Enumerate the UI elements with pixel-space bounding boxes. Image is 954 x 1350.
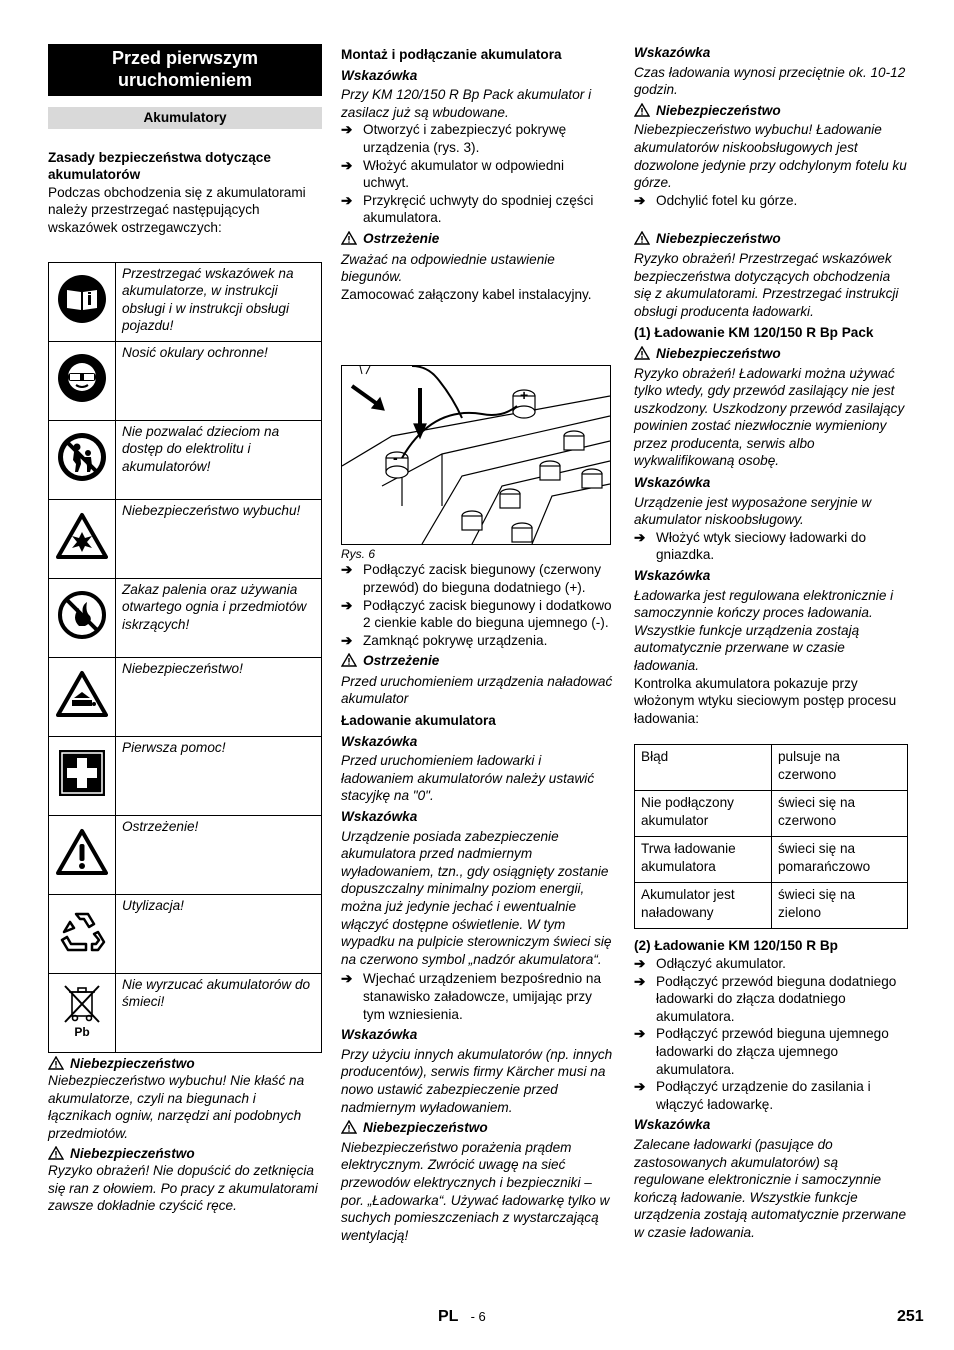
table-row [49, 894, 322, 973]
step-item: ➔ Zamknąć pokrywę urządzenia. [341, 632, 548, 648]
table-cell: pulsuje na czerwono [772, 745, 908, 791]
step-item: ➔ Otworzyć i zabezpieczyć pokrywę urządzenia (rys. 3). [341, 122, 567, 155]
table-row [635, 791, 908, 837]
page-footer-language: PL - 6 [438, 1308, 486, 1325]
note-text: Zalecane ładowarki (pasujące do zastosowanych akumulatorów) są regulowane elektronicznie i samoczynnie kończą ładowanie. Wszystkie funkcje urządzenia zostają automatycznie przerwane w czasie ładowania. [634, 1136, 907, 1240]
pb-label: Pb [74, 1025, 90, 1040]
danger-text: Niebezpieczeństwo porażenia prądem elektrycznym. Zwrócić uwagę na sieć przewodów elektrycznych i bezpieczniki – por. „Ładowarka“. Używać ładowarkę tylko w suchych pomieszczeniach z wystarczającą wentylacją! [341, 1139, 610, 1243]
svg-text:-: - [393, 450, 398, 467]
no-bin-icon [49, 973, 116, 1052]
note-heading: Wskazówka [341, 1027, 418, 1043]
symbol-text: Nie pozwalać dzieciom na dostęp do elektrolitu i akumulatorów! [116, 420, 322, 499]
step-item: ➔ Podłączyć zacisk biegunowy i dodatkowo 2 cienkie kable do bieguna ujemnego (-). [341, 597, 612, 631]
arrow-icon: ➔ [634, 1026, 646, 1042]
column-3 [634, 44, 908, 1241]
step-item: ➔ Przykręcić uchwyty do spodniej części akumulatora. [341, 192, 594, 226]
note-text: Przy KM 120/150 R Bp Pack akumulator i zasilacz już są wbudowane. [341, 87, 592, 120]
step-item: ➔ Wjechać urządzeniem bezpośrednio na stanawisko załadowcze, umijając przy tym wzniesienia. [341, 971, 602, 1022]
caution-heading: Ostrzeżenie [341, 230, 613, 248]
caution-heading: Ostrzeżenie [341, 652, 613, 670]
warning-icon [48, 1146, 64, 1160]
table-row [49, 499, 322, 578]
note-text: Urządzenie posiada zabezpieczenie akumulatora przed nadmiernym wyładowaniem, tzn., gdy osiągnięty zostanie dopuszczalny minimalny poziom energii, można już jedynie jechać i ewentualnie włączyć dostępne oświetlenie. W tym wypadku na pulpicie sterowniczym świeci się na czerwono symbol „nadzór akumulatora“. [341, 828, 612, 967]
warning-icon [49, 815, 116, 894]
charge2-heading: (2) Ładowanie KM 120/150 R Bp [634, 938, 838, 954]
note-text: Przy użyciu innych akumulatorów (np. innych producentów), serwis firmy Kärcher musi na nowo ustawić zabezpieczenie przed nadmiernym wyładowaniem. [341, 1046, 613, 1115]
subsection-title: Akumulatory [48, 107, 322, 129]
arrow-icon: ➔ [341, 562, 353, 578]
led-status-table [634, 744, 908, 929]
symbol-text: Przestrzegać wskazówek na akumulatorze, w instrukcji obsługi i w instrukcji obsługi pojazdu! [116, 262, 322, 341]
arrow-icon: ➔ [341, 122, 353, 138]
note-text: Ładowarka jest regulowana elektronicznie i samoczynnie kończy proces ładowania. Wszystkie funkcje urządzenia zostają automatycznie przerwane w czasie ładowania. [634, 587, 894, 673]
note-text: Czas ładowania wynosi przeciętnie ok. 10-12 godzin. [634, 64, 906, 98]
goggles-icon [49, 341, 116, 420]
step-item: ➔ Podłączyć zacisk biegunowy (czerwony przewód) do bieguna dodatniego (+). [341, 562, 601, 595]
keep-children-away-icon [49, 420, 116, 499]
note-text: Urządzenie jest wyposażone seryjnie w akumulator niskoobsługowy. [634, 494, 872, 528]
table-row [49, 657, 322, 736]
recycling-icon [49, 894, 116, 973]
caution-text: Przed uruchomieniem urządzenia naładować akumulator [341, 673, 613, 707]
danger-heading: Niebezpieczeństwo [634, 230, 908, 248]
step-item: ➔ Podłączyć przewód bieguna ujemnego ładowarki do złącza ujemnego akumulatora. [634, 1026, 889, 1077]
arrow-icon: ➔ [634, 192, 646, 208]
table-cell: Nie podłączony akumulator [635, 791, 772, 837]
table-row [635, 883, 908, 929]
warning-icon [634, 231, 650, 245]
arrow-icon: ➔ [634, 973, 646, 989]
step-item: ➔ Podłączyć przewód bieguna dodatniego ładowarki do złącza dodatniego akumulatora. [634, 973, 897, 1024]
no-fire-icon [49, 578, 116, 657]
symbol-text: Niebezpieczeństwo wybuchu! [116, 499, 322, 578]
symbol-text: Pierwsza pomoc! [116, 736, 322, 815]
warning-icon [48, 1056, 64, 1070]
mount-heading: Montaż i podłączanie akumulatora [341, 47, 562, 62]
warning-icon [341, 653, 357, 667]
danger-text: Niebezpieczeństwo wybuchu! Nie kłaść na akumulatorze, czyli na biegunach i łącznikach ogniw, narzędzi ani podobnych przedmiotów. [48, 1073, 305, 1141]
led-intro: Kontrolka akumulatora pokazuje przy włożonym wtyku sieciowym postęp procesu ładowania: [634, 675, 897, 726]
step-item: ➔ Włożyć akumulator w odpowiedni uchwyt. [341, 157, 564, 191]
symbol-text: Nie wyrzucać akumulatorów do śmieci! [116, 973, 322, 1052]
table-cell: Akumulator jest naładowany [635, 883, 772, 929]
danger-text: Niebezpieczeństwo wybuchu! Ładowanie akumulatorów niskoobsługowych jest dozwolone jedynie przy odchylonym fotelu ku górze. [634, 122, 907, 191]
arrow-icon: ➔ [341, 157, 353, 173]
table-row [49, 420, 322, 499]
arrow-icon: ➔ [634, 529, 646, 545]
table-row [49, 973, 322, 1052]
arrow-icon: ➔ [341, 632, 353, 648]
table-row [635, 837, 908, 883]
warning-icon [634, 346, 650, 360]
explosion-icon [49, 499, 116, 578]
corrosive-icon [49, 657, 116, 736]
table-cell: świeci się na czerwono [772, 791, 908, 837]
column-2 [341, 46, 613, 1244]
danger-heading: Niebezpieczeństwo [48, 1055, 322, 1073]
note-heading: Wskazówka [634, 475, 711, 491]
note-heading: Wskazówka [634, 568, 711, 584]
battery-figure [341, 365, 611, 545]
safety-intro: Podczas obchodzenia się z akumulatorami należy przestrzegać następujących wskazówek ostrzegawczych: [48, 184, 306, 235]
page-number: 251 [897, 1308, 924, 1325]
note-heading: Wskazówka [341, 67, 418, 83]
cable-text: Zamocować załączony kabel instalacyjny. [341, 286, 592, 302]
warning-icon [341, 1120, 357, 1134]
column-1 [48, 44, 322, 1215]
charge-heading: Ładowanie akumulatora [341, 713, 496, 729]
step-item: ➔ Włożyć wtyk sieciowy ładowarki do gniazdka. [634, 529, 867, 563]
manual-icon [49, 262, 116, 341]
arrow-icon: ➔ [341, 192, 353, 208]
safety-heading: Zasady bezpieczeństwa dotyczące akumulatorów [48, 149, 271, 183]
note-heading: Wskazówka [341, 733, 418, 749]
arrow-icon: ➔ [341, 971, 353, 987]
step-item: ➔ Odchylić fotel ku górze. [634, 192, 798, 208]
symbol-text: Utylizacja! [116, 894, 322, 973]
danger-heading: Niebezpieczeństwo [48, 1145, 322, 1163]
step-item: ➔ Podłączyć urządzenie do zasilania i włączyć ładowarkę. [634, 1079, 871, 1112]
symbol-text: Niebezpieczeństwo! [116, 657, 322, 736]
danger-heading: Niebezpieczeństwo [634, 345, 908, 363]
section-title: Przed pierwszym uruchomieniem [48, 44, 322, 96]
svg-text:+: + [520, 387, 529, 404]
table-cell: Błąd [635, 745, 772, 791]
warning-icon [341, 231, 357, 245]
symbol-text: Ostrzeżenie! [116, 815, 322, 894]
table-cell: świeci się na zielono [772, 883, 908, 929]
danger-heading: Niebezpieczeństwo [341, 1119, 613, 1137]
danger-text: Ryzyko obrażeń! Ładowarki można używać tylko wtedy, gdy przewód zasilający nie jest uszkodzony. Uszkodzony przewód zasilający powinien zostać niezwłocznie wymieniony przez producenta, serwis albo wykwalifikowaną osobę. [634, 365, 905, 469]
danger-text: Ryzyko obrażeń! Przestrzegać wskazówek bezpieczeństwa dotyczących obchodzenia się z akumulatorami. Przestrzegać instrukcji obsługi producenta ładowarki. [634, 250, 899, 319]
danger-heading: Niebezpieczeństwo [634, 102, 908, 120]
arrow-icon: ➔ [634, 955, 646, 971]
table-row [49, 262, 322, 341]
note-heading: Wskazówka [634, 45, 711, 60]
note-heading: Wskazówka [634, 1117, 711, 1133]
table-row [49, 815, 322, 894]
caution-text: Zważać na odpowiednie ustawienie biegunów. [341, 251, 555, 285]
symbol-text: Nosić okulary ochronne! [116, 341, 322, 420]
safety-symbols-table [48, 262, 322, 1053]
table-row [49, 736, 322, 815]
step-item: ➔ Odłączyć akumulator. [634, 955, 786, 971]
charge1-heading: (1) Ładowanie KM 120/150 R Bp Pack [634, 325, 874, 341]
table-row [49, 341, 322, 420]
table-row [635, 745, 908, 791]
note-heading: Wskazówka [341, 809, 418, 825]
danger-text: Ryzyko obrażeń! Nie dopuścić do zetknięcia się ran z ołowiem. Po pracy z akumulatorami zawsze dokładnie czyścić ręce. [48, 1163, 318, 1214]
arrow-icon: ➔ [341, 597, 353, 613]
table-cell: świeci się na pomarańczowo [772, 837, 908, 883]
note-text: Przed uruchomieniem ładowarki i ładowaniem akumulatorów należy ustawić stacyjkę na "0". [341, 753, 595, 804]
warning-icon [634, 103, 650, 117]
figure-caption: Rys. 6 [341, 547, 376, 562]
first-aid-icon [49, 736, 116, 815]
symbol-text: Zakaz palenia oraz używania otwartego ognia i przedmiotów iskrzących! [116, 578, 322, 657]
table-cell: Trwa ładowanie akumulatora [635, 837, 772, 883]
table-row [49, 578, 322, 657]
arrow-icon: ➔ [634, 1079, 646, 1095]
